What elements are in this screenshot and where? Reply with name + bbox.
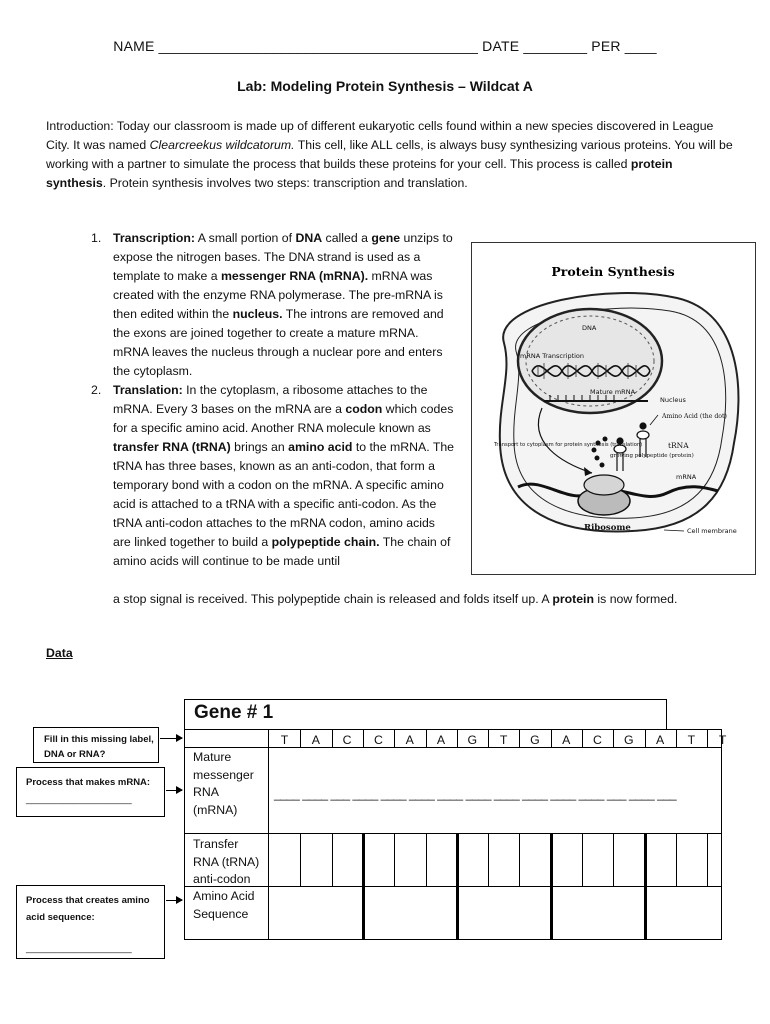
- process-amino-label: Process that creates amino acid sequence:: [26, 895, 150, 923]
- step-number: 1.: [91, 231, 102, 245]
- dna-base-cell: A: [562, 733, 571, 747]
- label-trna: tRNA: [668, 441, 689, 450]
- col-line-right: [721, 729, 722, 940]
- protein-synthesis-figure: [471, 242, 756, 575]
- bold-term: messenger RNA (mRNA).: [221, 269, 369, 283]
- bold-term: DNA: [295, 231, 323, 245]
- step-text: mRNA was created with the enzyme RNA polymerase. The pre-mRNA is then edited within the: [113, 269, 443, 321]
- lab-title: Lab: Modeling Protein Synthesis – Wildcat A: [237, 78, 533, 94]
- dna-base-cell: T: [280, 733, 289, 747]
- anticodon-cell-divider: [426, 833, 427, 886]
- trailing-paragraph: [113, 590, 733, 609]
- dna-base-cell: G: [467, 733, 478, 747]
- row-label-mrna: Mature messenger RNA (mRNA): [193, 750, 254, 817]
- row-line-bases: [184, 747, 722, 748]
- steps-list: [85, 229, 455, 571]
- anticodon-cell-divider: [707, 833, 708, 886]
- step-text: A small portion of: [195, 231, 296, 245]
- step-text: to the mRNA. The tRNA has three bases, known as an anti-codon, that form a temporary bond with a codon on the mRNA. A specific amino acid is attached to a tRNA with a specific anti-codon. As the tRNA anti-codon attaches to the mRNA codon, amino acids are linked together to build a: [113, 440, 455, 549]
- step-text: unzips to expose the nitrogen bases. The DNA strand is used as a template to make a: [113, 231, 453, 283]
- codon-divider: [362, 833, 365, 886]
- protein-synthesis-diagram: [472, 243, 755, 574]
- label-mrna-transcription: mRNA Transcription: [520, 352, 585, 360]
- anticodon-cell-divider: [519, 833, 520, 886]
- fill-label-box: [33, 727, 159, 763]
- amino-acid-divider: [644, 886, 647, 939]
- dna-base-cell: C: [593, 733, 602, 747]
- label-mature-mrna: Mature mRNA: [590, 388, 636, 396]
- bold-term: gene: [371, 231, 401, 245]
- dna-base-cell: T: [718, 733, 727, 747]
- mrna-answer-blanks[interactable]: ____ ____ ___ ____ ____ ____ ____ ____ ____ ____ ____ ____ ___ ____ ___: [274, 787, 677, 801]
- step-term: Transcription:: [113, 231, 195, 245]
- amino-acid-divider: [362, 886, 365, 939]
- bold-term: polypeptide chain.: [271, 535, 380, 549]
- label-cell-membrane: Cell membrane: [687, 527, 737, 535]
- fill-label-text: Fill in this missing label, DNA or RNA?: [44, 734, 154, 760]
- name-date-per-line: NAME ________________________________________ DATE ________ PER ____: [113, 38, 657, 54]
- process-amino-box: [16, 885, 165, 959]
- label-nucleus: Nucleus: [660, 396, 686, 404]
- intro-text-3: . Protein synthesis involves two steps: transcription and translation.: [102, 176, 468, 190]
- bold-term: nucleus.: [232, 307, 283, 321]
- intro-text-2: This cell, like ALL cells, is always busy synthesizing various proteins. You will be working with a partner to simulate the process that builds these proteins for your cell. This process is called: [46, 138, 733, 171]
- col-line-label: [268, 729, 269, 940]
- anticodon-cell-divider: [676, 833, 677, 886]
- label-growing: growing polypeptide (protein): [610, 453, 694, 459]
- label-ribosome: Ribosome: [584, 523, 631, 533]
- gene-table: [184, 729, 722, 940]
- data-heading: Data: [46, 646, 73, 660]
- step-text: In the cytoplasm, a ribosome attaches to the mRNA. Every 3 bases on the mRNA are a: [113, 383, 428, 416]
- dna-base-cell: T: [687, 733, 696, 747]
- ribosome-subunit: [584, 475, 624, 495]
- step-text: brings an: [230, 440, 289, 454]
- protein-synthesis-term: protein synthesis: [46, 157, 673, 190]
- process-mrna-blank[interactable]: ____________________: [26, 794, 132, 805]
- row-line-bottom: [184, 939, 722, 940]
- amino-acid-divider: [550, 886, 553, 939]
- dna-base-cell: C: [342, 733, 352, 747]
- trailing-text: a stop signal is received. This polypeptide chain is released and folds itself up. A: [113, 592, 553, 606]
- dna-base-cell: A: [311, 733, 320, 747]
- step-number: 2.: [91, 383, 102, 397]
- bold-term: amino acid: [288, 440, 353, 454]
- step-translation: [85, 381, 455, 571]
- species-name: Clearcreekus wildcatorum.: [149, 138, 295, 152]
- process-amino-arrow: [166, 900, 182, 901]
- step-term: Translation:: [113, 383, 183, 397]
- gene-title-box: [184, 699, 667, 730]
- gene-title: Gene # 1: [194, 702, 274, 723]
- step-text: The chain of amino acids will continue to be made until: [113, 535, 451, 568]
- dna-base-cell: G: [624, 733, 634, 747]
- label-amino-acid: Amino Acid (the dot): [662, 413, 727, 420]
- introduction-paragraph: [46, 117, 736, 193]
- anticodon-cell-divider: [332, 833, 333, 886]
- col-line-left: [184, 729, 185, 940]
- dna-base-cell: A: [405, 733, 414, 747]
- bold-term: transfer RNA (tRNA): [113, 440, 231, 454]
- step-text: called a: [322, 231, 372, 245]
- label-dna: DNA: [582, 324, 597, 332]
- row-line-mrna: [184, 833, 722, 834]
- label-transport: Transport to cytoplasm for protein synthesis (translation): [494, 442, 643, 448]
- row-label-amino-acid: Amino Acid Sequence: [193, 889, 255, 921]
- trailing-text: is now formed.: [593, 592, 678, 606]
- anticodon-cell-divider: [613, 833, 614, 886]
- figure-title: Protein Synthesis: [551, 264, 675, 279]
- dna-base-cell: T: [499, 733, 508, 747]
- anticodon-cell-divider: [394, 833, 395, 886]
- fill-label-arrow: [160, 738, 182, 739]
- step-transcription: [85, 229, 455, 381]
- codon-divider: [456, 833, 459, 886]
- process-amino-blank[interactable]: ____________________: [26, 943, 132, 954]
- codon-divider: [644, 833, 647, 886]
- dna-base-cell: A: [655, 733, 665, 747]
- step-text: The introns are removed and the exons are joined together to create a mature mRNA. mRNA leaves the nucleus through a nuclear pore and enters the cytoplasm.: [113, 307, 444, 378]
- row-line-top: [184, 729, 722, 730]
- dna-base-cell: C: [373, 733, 383, 747]
- process-mrna-arrow: [166, 790, 182, 791]
- anticodon-cell-divider: [582, 833, 583, 886]
- membrane-pointer: [664, 530, 684, 531]
- row-label-trna: Transfer RNA (tRNA) anti-codon: [193, 837, 260, 886]
- amino-acid-divider: [456, 886, 459, 939]
- anticodon-cell-divider: [300, 833, 301, 886]
- label-mrna: mRNA: [676, 473, 697, 481]
- dna-base-cell: A: [436, 733, 446, 747]
- bold-term: codon: [345, 402, 383, 416]
- codon-divider: [550, 833, 553, 886]
- intro-text-1: Introduction: Today our classroom is made up of different eukaryotic cells found within a new species discovered in League City. It was named: [46, 119, 714, 152]
- dna-base-cell: G: [530, 733, 540, 747]
- process-mrna-box: [16, 767, 165, 817]
- step-text: which codes for a specific amino acid. Another RNA molecule known as: [113, 402, 454, 435]
- process-mrna-label: Process that makes mRNA:: [26, 777, 151, 788]
- anticodon-cell-divider: [488, 833, 489, 886]
- protein-term: protein: [552, 592, 594, 606]
